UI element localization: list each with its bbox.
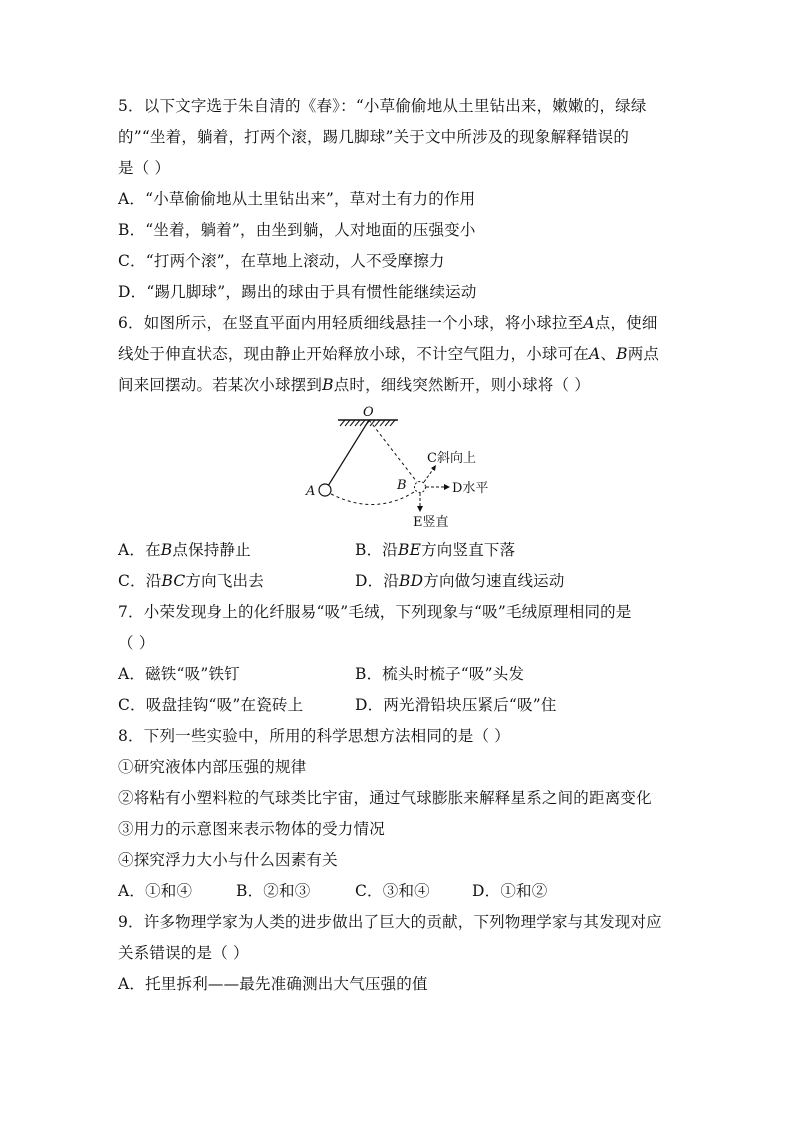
q6-opt-text: 方向做匀速直线运动 (423, 572, 565, 590)
q8-option-a: A．①和④ (118, 882, 193, 900)
label-e: E竖直 (413, 515, 449, 530)
q6-text: 点时，细线突然断开，则小球将（ ） (333, 376, 591, 394)
ball-b (415, 482, 426, 493)
q6-opt-text: A．在 (118, 541, 161, 559)
pendulum-string (328, 420, 369, 486)
q5-option-a: A．“小草偷偷地从土里钻出来”，草对土有力的作用 (118, 190, 476, 208)
q8-item-1: ①研究液体内部压强的规律 (118, 758, 307, 776)
q7-option-b: B．梳头时梳子“吸”头发 (355, 665, 525, 683)
q6-opt-text: 方向飞出去 (185, 572, 264, 590)
label-a: A (306, 484, 316, 499)
q6-var-a: A (589, 345, 601, 363)
q6-option-b (355, 540, 515, 560)
ball-a (319, 484, 331, 496)
q7-option-d: D．两光滑铅块压紧后“吸”住 (355, 696, 557, 714)
q6-var-a: A (583, 314, 595, 332)
q6-text: 6．如图所示，在竖直平面内用轻质细线悬挂一个小球，将小球拉至 (118, 314, 584, 332)
q6-opt-text: 点保持静止 (172, 541, 251, 559)
q6-stem-line-2 (118, 344, 659, 364)
arrow-c (424, 468, 434, 482)
q7-option-c: C．吸盘挂钩“吸”在瓷砖上 (118, 696, 304, 714)
q7-stem-line-1: 7．小荣发现身上的化纤服易“吸”毛绒，下列现象与“吸”毛绒原理相同的是 (118, 603, 632, 621)
q6-var-b: B (322, 376, 334, 394)
q6-text: 线处于伸直状态，现由静止开始释放小球，不计空气阻力，小球可在 (118, 345, 590, 363)
label-d: D水平 (452, 481, 489, 496)
q5-stem-line-3: 是（ ） (118, 159, 171, 177)
q5-option-c: C．“打两个滚”，在草地上滚动，人不受摩擦力 (118, 252, 445, 270)
q5-option-d: D．“踢几脚球”，踢出的球由于具有惯性能继续运动 (118, 283, 477, 301)
q8-stem: 8．下列一些实验中，所用的科学思想方法相同的是（ ） (118, 727, 510, 745)
arrow-d-head (444, 484, 450, 490)
q8-option-d: D．①和② (472, 882, 548, 900)
q6-opt-var: BE (398, 541, 422, 559)
q9-option-a: A．托里拆利——最先准确测出大气压强的值 (118, 975, 428, 993)
label-c: C斜向上 (427, 451, 476, 466)
q6-opt-text: D．沿 (355, 572, 400, 590)
q6-opt-var: B (160, 541, 173, 559)
q6-opt-text: 方向竖直下落 (421, 541, 516, 559)
arrow-e-head (417, 506, 423, 512)
q5-stem-line-2: 的”“坐着，躺着，打两个滚，踢几脚球”关于文中所涉及的现象解释错误的 (118, 128, 630, 146)
q6-option-c (118, 571, 264, 591)
q6-opt-text: B．沿 (355, 541, 398, 559)
q7-option-a: A．磁铁“吸”铁钉 (118, 665, 240, 683)
q6-var-b: B (616, 345, 628, 363)
q6-text: 两点 (627, 345, 660, 363)
label-b: B (397, 478, 407, 493)
q7-stem-line-2: （ ） (118, 634, 155, 652)
label-o: O (363, 405, 374, 420)
pendulum-figure (300, 404, 500, 532)
q6-stem-line-1 (118, 313, 658, 333)
q5-stem-line-1: 5．以下文字选于朱自清的《春》：“小草偷偷地从土里钻出来，嫩嫩的，绿绿 (118, 97, 647, 115)
q9-stem-line-2: 关系错误的是（ ） (118, 944, 249, 962)
q5-option-b: B．“坐着，躺着”，由坐到躺，人对地面的压强变小 (118, 221, 476, 239)
q6-stem-line-3 (118, 375, 590, 395)
q6-option-a (118, 540, 251, 560)
q6-opt-var: BD (399, 572, 424, 590)
q6-opt-var: BC (161, 572, 186, 590)
q6-option-d (355, 571, 565, 591)
q6-text: 间来回摆动。若某次小球摆到 (118, 376, 323, 394)
q6-text: 点，使细 (594, 314, 658, 332)
dashed-string-b (369, 420, 417, 482)
swing-arc (331, 492, 414, 505)
q6-text: 、 (600, 345, 617, 363)
q8-item-3: ③用力的示意图来表示物体的受力情况 (118, 820, 385, 838)
q8-item-4: ④探究浮力大小与什么因素有关 (118, 851, 338, 869)
q6-opt-text: C．沿 (118, 572, 162, 590)
q9-stem-line-1: 9．许多物理学家为人类的进步做出了巨大的贡献，下列物理学家与其发现对应 (118, 913, 662, 931)
q8-option-c: C．③和④ (355, 882, 430, 900)
q8-option-b: B．②和③ (236, 882, 311, 900)
q8-item-2: ②将粘有小塑料粒的气球类比宇宙，通过气球膨胀来解释星系之间的距离变化 (118, 789, 652, 807)
